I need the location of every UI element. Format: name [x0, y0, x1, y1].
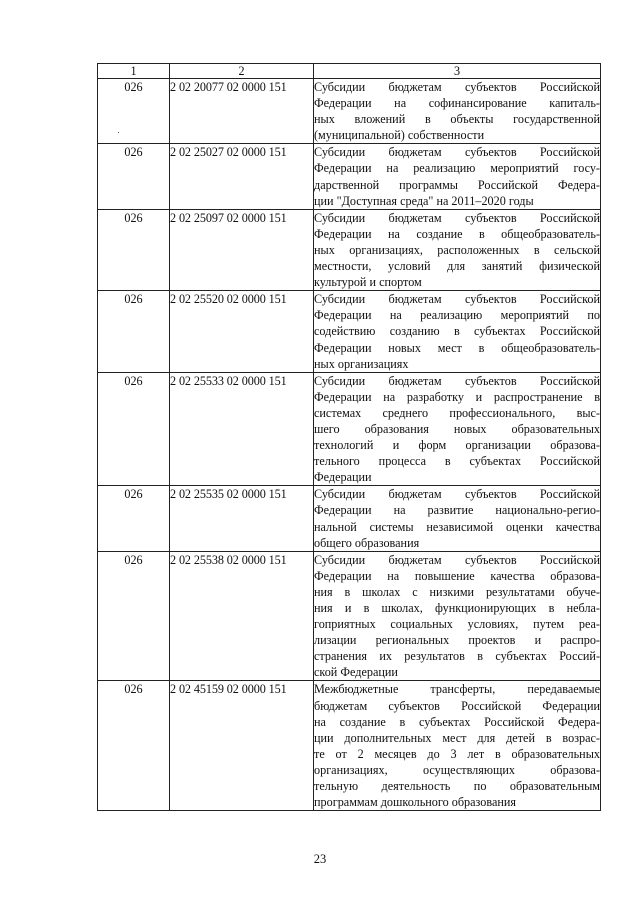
description-line: Субсидии бюджетам субъектов Российской: [314, 373, 600, 388]
description-cell: [314, 144, 601, 209]
description-line: нальной системы независимой оценки качества: [314, 519, 600, 534]
description-line: Федерации на софинансирование капиталь-: [314, 96, 600, 111]
description-cell: [314, 372, 601, 486]
description-line: Субсидии бюджетам субъектов Российской: [314, 552, 600, 567]
scan-speck: [118, 132, 119, 133]
description-cell: [314, 209, 601, 290]
page-number: 23: [313, 852, 327, 866]
description-line: ных организациях: [314, 356, 409, 371]
table-row: [98, 79, 601, 144]
description-line: тельного процесса в субъектах Российской: [314, 454, 600, 469]
admin-code-cell: 026: [98, 486, 170, 551]
description-line: те от 2 месяцев до 3 лет в образовательных: [314, 746, 600, 761]
revenue-code-cell: 2 02 25533 02 0000 151: [170, 372, 314, 486]
description-line: ции "Доступная среда" на 2011–2020 годы: [314, 193, 534, 208]
admin-code-cell: 026: [98, 144, 170, 209]
admin-code-cell: 026: [98, 79, 170, 144]
description-line: Федерации новых мест в общеобразователь-: [314, 340, 600, 355]
description-line: ных вложений в объекты государственной: [314, 112, 600, 127]
description-line: (муниципальной) собственности: [314, 128, 485, 143]
description-line: ской Федерации: [314, 665, 398, 680]
table-row: [98, 681, 601, 811]
revenue-code-cell: 2 02 25097 02 0000 151: [170, 209, 314, 290]
column-header: 3: [314, 64, 601, 79]
column-header: 2: [170, 64, 314, 79]
description-line: местности, условий для занятий физической: [314, 259, 600, 274]
description-line: ния и в школах, функционирующих в неблa-: [314, 601, 600, 615]
description-cell: [314, 79, 601, 144]
description-line: ния в школах с низкими результатами обуче-: [314, 584, 600, 599]
description-line: ции дополнительных мест для детей в возрас-: [314, 730, 600, 745]
description-line: дарственной программы Российской Федера-: [314, 177, 600, 192]
description-line: Субсидии бюджетам субъектов Российской: [314, 210, 600, 225]
admin-code-cell: 026: [98, 291, 170, 372]
description-line: организациях, осуществляющих образова-: [314, 762, 600, 777]
description-line: на создание в субъектах Российской Федера-: [314, 714, 600, 729]
description-line: технологий и форм организации образова-: [314, 438, 600, 453]
description-line: Субсидии бюджетам субъектов Российской: [314, 80, 600, 94]
description-line: Федерации на реализацию мероприятий по: [314, 308, 600, 323]
revenue-code-cell: 2 02 20077 02 0000 151: [170, 79, 314, 144]
admin-code-cell: 026: [98, 551, 170, 681]
description-line: Федерации на повышение качества образова-: [314, 568, 600, 583]
table-body: [98, 79, 601, 811]
description-line: гоприятных социальных условиях, путем реа-: [314, 617, 600, 632]
description-line: лизации региональных проектов и распро-: [314, 633, 600, 648]
table-row: [98, 291, 601, 372]
table-row: [98, 551, 601, 681]
description-line: тельную деятельность по образовательным: [314, 779, 600, 794]
revenue-code-cell: 2 02 25538 02 0000 151: [170, 551, 314, 681]
admin-code-cell: 026: [98, 372, 170, 486]
description-line: Федерации на развитие национально-регио-: [314, 503, 600, 518]
description-line: культурой и спортом: [314, 275, 422, 290]
budget-classification-table: [97, 63, 601, 811]
description-line: системах среднего профессионального, выс-: [314, 405, 600, 420]
description-line: содействию созданию в субъектах Российской: [314, 324, 600, 339]
description-cell: [314, 551, 601, 681]
description-line: Федерации на реализацию мероприятий госу-: [314, 161, 600, 176]
table-row: [98, 209, 601, 290]
table-row: [98, 486, 601, 551]
description-line: Федерации: [314, 470, 372, 485]
description-line: шего образования новых образовательных: [314, 421, 600, 436]
revenue-code-cell: 2 02 25520 02 0000 151: [170, 291, 314, 372]
table-header-row: [98, 64, 601, 79]
table-row: [98, 372, 601, 486]
description-line: Субсидии бюджетам субъектов Российской: [314, 292, 600, 307]
revenue-code-cell: 2 02 25535 02 0000 151: [170, 486, 314, 551]
description-line: Межбюджетные трансферты, передаваемые: [314, 682, 600, 697]
description-line: Субсидии бюджетам субъектов Российской: [314, 487, 600, 502]
description-cell: [314, 291, 601, 372]
description-line: ных организациях, расположенных в сельской: [314, 242, 600, 257]
admin-code-cell: 026: [98, 209, 170, 290]
admin-code-cell: 026: [98, 681, 170, 811]
table-row: [98, 144, 601, 209]
revenue-code-cell: 2 02 45159 02 0000 151: [170, 681, 314, 811]
description-line: Субсидии бюджетам субъектов Российской: [314, 145, 600, 160]
revenue-code-cell: 2 02 25027 02 0000 151: [170, 144, 314, 209]
description-cell: [314, 486, 601, 551]
description-line: Федерации на создание в общеобразователь-: [314, 226, 600, 241]
description-line: странения их результатов в субъектах Россий-: [314, 649, 600, 664]
description-cell: [314, 681, 601, 811]
description-line: Федерации на разработку и распространение в: [314, 389, 600, 404]
description-line: программам дошкольного образования: [314, 795, 517, 810]
column-header: 1: [98, 64, 170, 79]
description-line: общего образования: [314, 535, 420, 550]
description-line: бюджетам субъектов Российской Федерации: [314, 698, 600, 713]
